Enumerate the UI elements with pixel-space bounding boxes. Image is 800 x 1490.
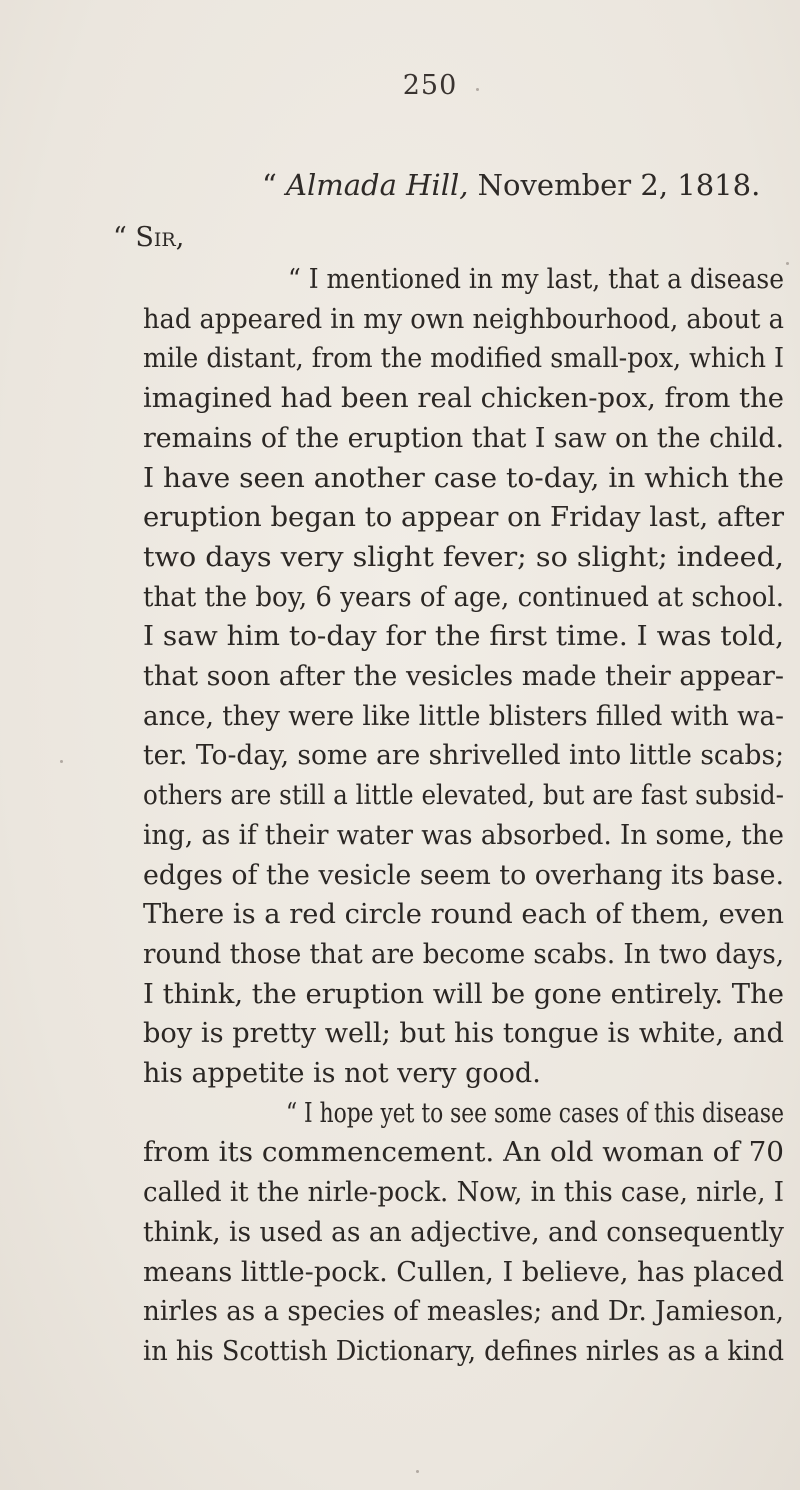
text-line: nirles as a species of measles; and Dr. Jamieson, [143, 1296, 784, 1328]
text-line: There is a red circle round each of them, even [143, 899, 785, 931]
paper-speck [786, 262, 789, 265]
text-line: I have seen another case to-day, in which the [143, 462, 784, 494]
dateline-place: Almada Hill, [286, 168, 469, 202]
text-line: “ I mentioned in my last, that a disease [288, 264, 784, 295]
text-line: that the boy, 6 years of age, continued at school. [143, 581, 784, 613]
text-line: ance, they were like little blisters filled with wa- [143, 700, 784, 732]
paper-speck [60, 760, 63, 763]
text-line: his appetite is not very good. [143, 1058, 541, 1089]
text-line: called it the nirle-pock. Now, in this case, nirle, I [143, 1177, 784, 1209]
text-line: think, is used as an adjective, and consequently [143, 1216, 784, 1248]
letter-dateline [262, 168, 760, 202]
text-line: means little-pock. Cullen, I believe, has placed [143, 1256, 784, 1288]
text-line: two days very slight fever; so slight; indeed, [143, 541, 784, 573]
text-line: “ I hope yet to see some cases of this disease [286, 1097, 784, 1129]
text-line: I saw him to-day for the first time. I was told, [143, 621, 784, 653]
letter-salutation: “ Sir, [113, 222, 185, 253]
text-line: in his Scottish Dictionary, defines nirles as a kind [143, 1335, 784, 1367]
paper-speck [416, 1470, 419, 1473]
text-line: ter. To-day, some are shrivelled into little scabs; [143, 740, 784, 772]
dateline-date: November 2, 1818. [468, 168, 761, 202]
page-number: 250 [402, 70, 458, 101]
text-line: had appeared in my own neighbourhood, about a [143, 303, 784, 335]
text-line: remains of the eruption that I saw on the child. [143, 422, 784, 454]
paper-speck [476, 88, 479, 91]
text-line: ing, as if their water was absorbed. In some, the [143, 819, 784, 851]
text-line: I think, the eruption will be gone entirely. The [143, 978, 784, 1010]
text-line: mile distant, from the modified small-pox, which I [143, 343, 784, 375]
text-line: boy is pretty well; but his tongue is white, and [143, 1018, 784, 1050]
text-line: eruption began to appear on Friday last, after [143, 502, 784, 534]
text-line: edges of the vesicle seem to overhang its base. [143, 859, 784, 891]
text-line: from its commencement. An old woman of 70 [143, 1137, 784, 1169]
dateline-open-quote: “ [262, 168, 287, 202]
text-line: others are still a little elevated, but are fast subsid- [143, 780, 784, 812]
text-line: round those that are become scabs. In two days, [143, 938, 784, 970]
text-line: imagined had been real chicken-pox, from the [143, 383, 784, 415]
text-line: that soon after the vesicles made their appear- [143, 661, 784, 692]
